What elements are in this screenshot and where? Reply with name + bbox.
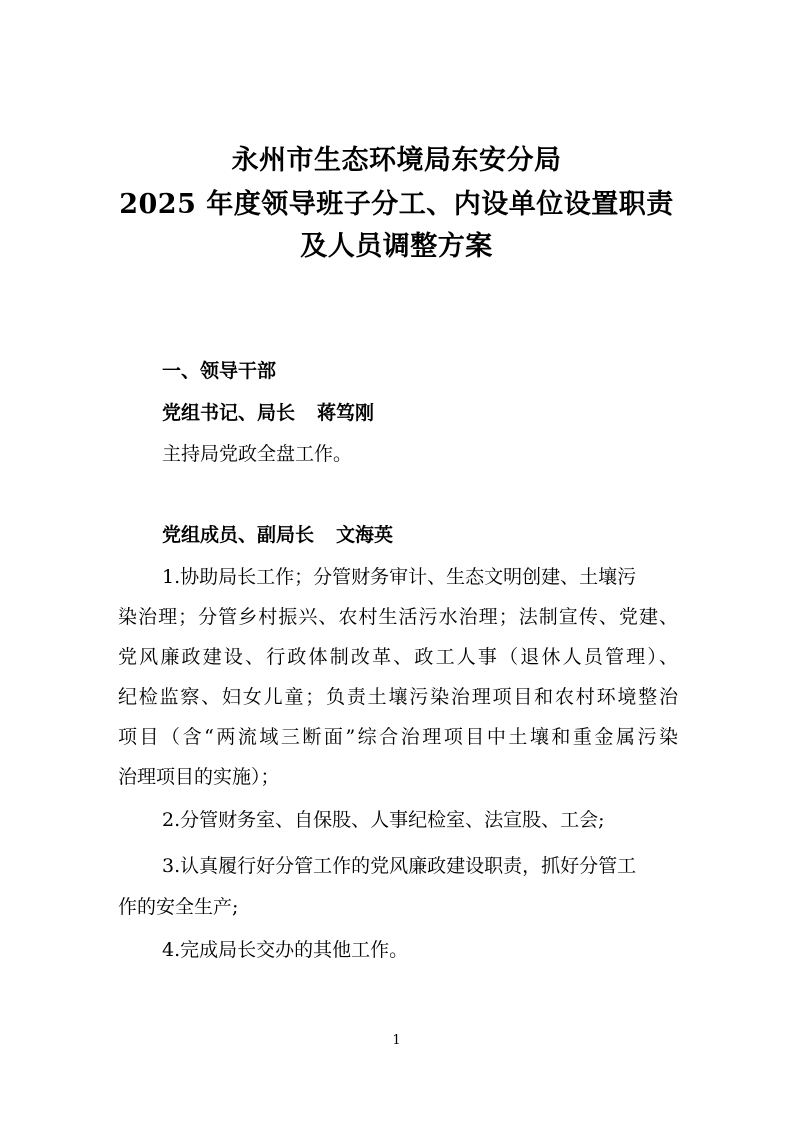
leader-1-name: 蒋笃刚: [317, 402, 375, 424]
leader-2-item-1-line-5: 项目（含“两流域三断面”综合治理项目中土壤和重金属污染: [118, 726, 678, 748]
leader-2-item-4: 4.完成局长交办的其他工作。: [162, 939, 409, 961]
leader-2-item-1-line-2: 染治理；分管乡村振兴、农村生活污水治理；法制宣传、党建、: [118, 606, 678, 628]
leader-2-item-1-line-3: 党风廉政建设、行政体制改革、政工人事（退休人员管理）、: [118, 646, 678, 668]
leader-2-item-1-line-4: 纪检监察、妇女儿童；负责土壤污染治理项目和农村环境整治: [118, 686, 678, 708]
section-heading-leaders: 一、领导干部: [162, 360, 277, 382]
document-title-line-2: 2025 年度领导班子分工、内设单位设置职责: [119, 189, 674, 220]
leader-1-heading: [162, 399, 374, 427]
leader-2-item-3-line-2: 作的安全生产;: [118, 896, 239, 918]
leader-2-item-2: 2.分管财务室、自保股、人事纪检室、法宣股、工会;: [162, 809, 605, 831]
leader-2-name: 文海英: [336, 524, 394, 546]
leader-2-heading: [162, 521, 393, 549]
leader-2-item-1-line-6: 治理项目的实施）；: [118, 766, 280, 788]
document-title-line-1: 永州市生态环境局东安分局: [231, 145, 562, 176]
leader-2-item-3-line-1: 3.认真履行好分管工作的党风廉政建设职责，抓好分管工: [162, 855, 637, 877]
page-number: 1: [392, 1033, 401, 1048]
leader-1-duty: 主持局党政全盘工作。: [162, 443, 353, 465]
leader-2-item-1-line-1: 1.协助局长工作；分管财务审计、生态文明创建、土壤污: [162, 566, 637, 588]
leader-2-role: 党组成员、副局长: [162, 524, 315, 546]
document-title-line-3: 及人员调整方案: [300, 231, 493, 262]
leader-1-role: 党组书记、局长: [162, 402, 296, 424]
